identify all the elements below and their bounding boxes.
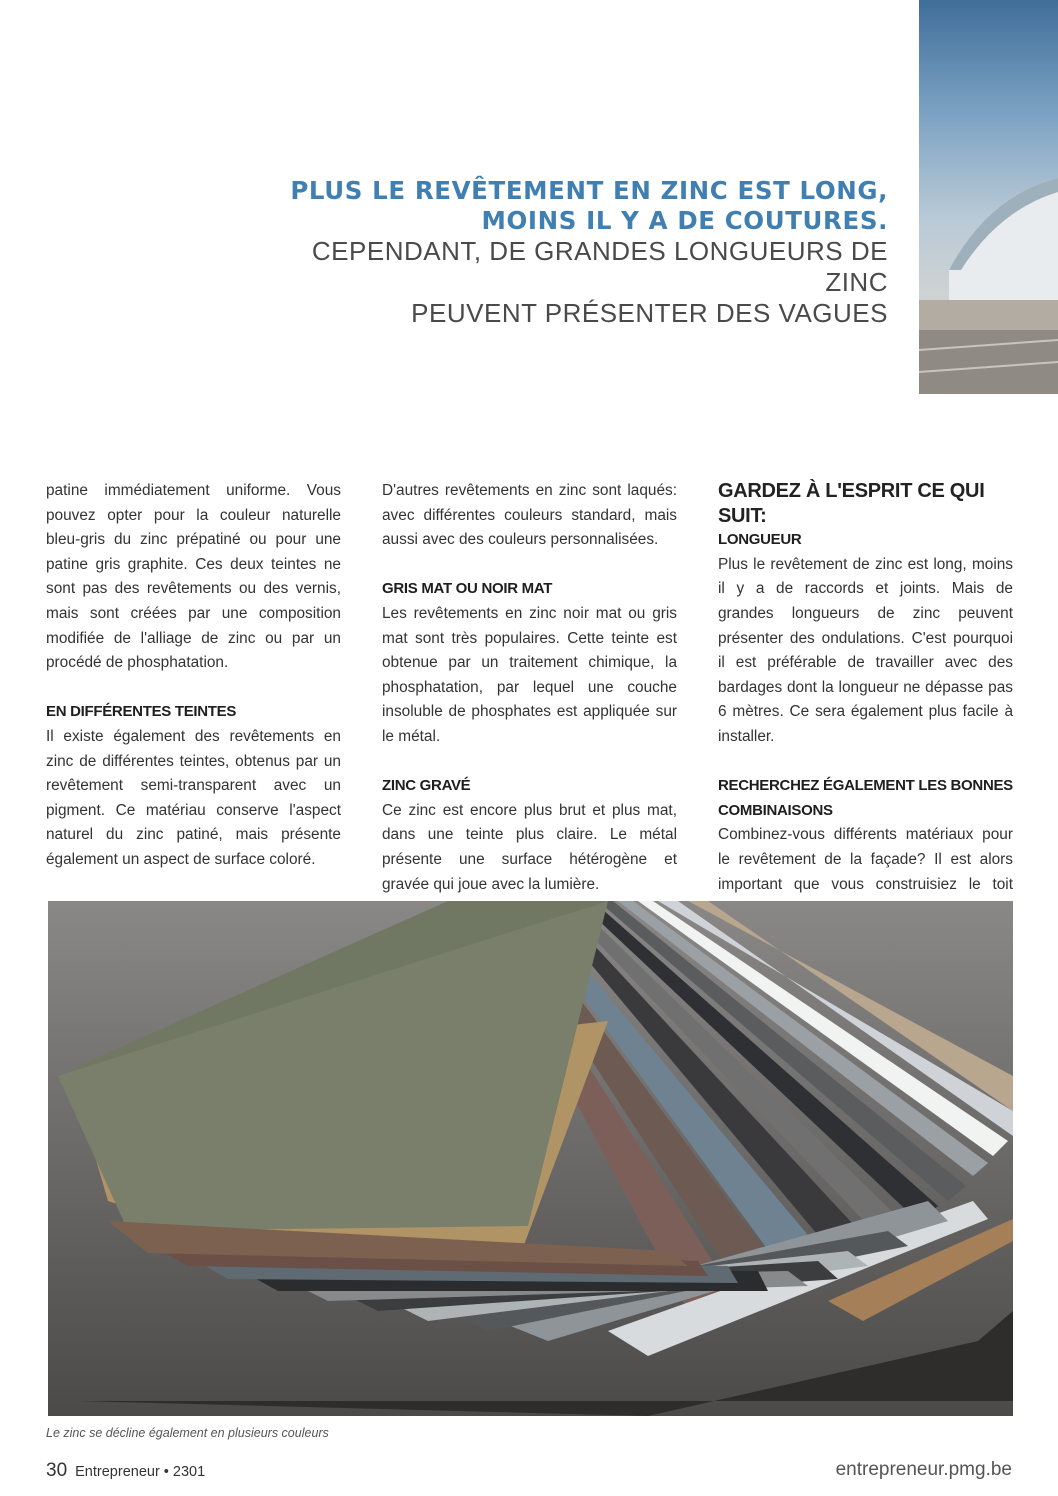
article-column-1 (46, 479, 341, 873)
paragraph: Il existe également des revêtements en zinc de différentes teintes, obtenus par un revêtement semi-transparent avec un pigment. Ce matériau conserve l'aspect naturel du zinc patiné, mais présente également un aspect de surface coloré. (46, 727, 341, 868)
paragraph: Ce zinc est encore plus brut et plus mat, dans une teinte plus claire. Le métal présente une surface hétérogène et gravée qui joue avec la lumière. (382, 801, 677, 893)
article-column-3 (718, 479, 1013, 946)
pull-quote-line: PLUS LE REVÊTEMENT EN ZINC EST LONG, (290, 176, 888, 205)
section-heading: LONGUEUR (718, 531, 802, 549)
paragraph: Plus le revêtement de zinc est long, moins il y a de raccords et joints. Mais de grandes longueurs de zinc peuvent présenter des ondulations. C'est pourquoi il est préférable de travailler avec des bardages dont la longueur ne dépasse pas 6 mètres. Ce sera également plus facile à installer. (718, 555, 1013, 745)
section-heading: COMBINAISONS (718, 801, 833, 819)
pull-quote-line: CEPENDANT, DE GRANDES LONGUEURS DE ZINC (311, 236, 888, 297)
pull-quote-line: MOINS IL Y A DE COUTURES. (481, 206, 888, 235)
paragraph: Combinez-vous différents matériaux pour le revêtement de la façade? Il est alors important que vous construisiez le toit (718, 826, 1013, 893)
pull-quote-line: PEUVENT PRÉSENTER DES VAGUES (411, 298, 888, 328)
website-url[interactable]: entrepreneur.pmg.be (835, 1459, 1012, 1480)
paragraph: Les revêtements en zinc noir mat ou gris mat sont très populaires. Cette teinte est obtenue par un traitement chimique, la phosphatation, par lequel une couche insoluble de phosphates est appliquée sur le métal. (382, 604, 677, 745)
building-photo (919, 0, 1058, 394)
section-heading: RECHERCHEZ ÉGALEMENT LES BONNES (718, 777, 1013, 795)
section-heading: GRIS MAT OU NOIR MAT (382, 580, 553, 598)
pull-quote (268, 176, 888, 329)
photo-caption: Le zinc se décline également en plusieurs couleurs (46, 1426, 329, 1440)
magazine-issue: Entrepreneur • 2301 (75, 1464, 206, 1480)
paragraph: D'autres revêtements en zinc sont laqués: avec différentes couleurs standard, mais aussi avec des couleurs personnalisées. (382, 482, 677, 549)
paragraph: patine immédiatement uniforme. Vous pouvez opter pour la couleur naturelle bleu-gris du zinc prépatiné ou pour une patine gris graphite. Ces deux teintes ne sont pas des revêtements ou des vernis, mais sont créées par une composition modifiée de l'alliage de zinc ou par un procédé de phosphatation. (46, 482, 341, 672)
section-heading: EN DIFFÉRENTES TEINTES (46, 703, 237, 721)
section-heading: ZINC GRAVÉ (382, 777, 471, 795)
zinc-samples-photo (48, 901, 1013, 1416)
box-title: GARDEZ À L'ESPRIT CE QUI SUIT: (718, 480, 985, 527)
page-footer (46, 1460, 205, 1482)
page-number: 30 (46, 1460, 68, 1481)
article-column-2 (382, 479, 677, 897)
